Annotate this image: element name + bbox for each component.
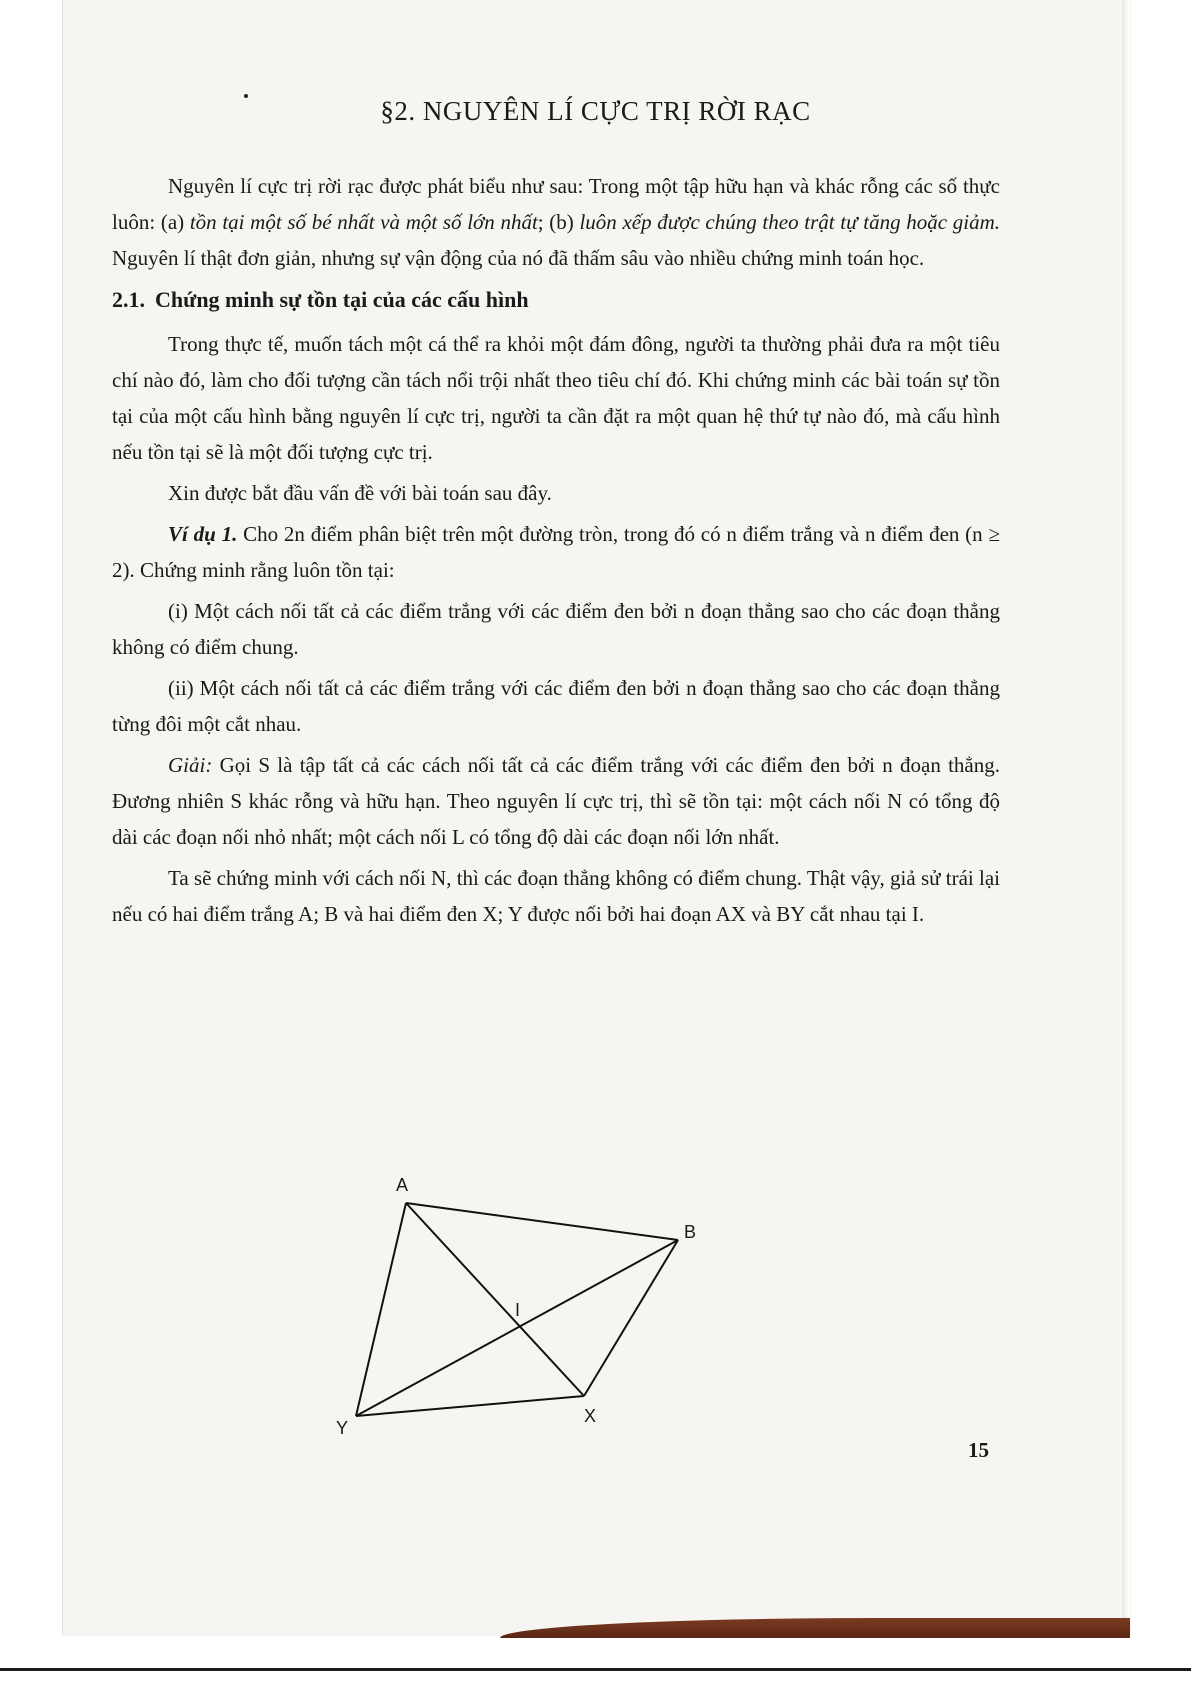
item-ii: (ii) Một cách nối tất cả các điểm trắng với các điểm đen bởi n đoạn thẳng sao cho các đoạn thẳng từng đôi một cắt nhau. [112,676,1000,736]
item-i: (i) Một cách nối tất cả các điểm trắng với các điểm đen bởi n đoạn thẳng sao cho các đoạn thẳng không có điểm chung. [112,599,1000,659]
paragraph-proof: Ta sẽ chứng minh với cách nối N, thì các đoạn thẳng không có điểm chung. Thật vậy, giả sử trái lại nếu có hai điểm trắng A; B và hai điểm đen X; Y được nối bởi hai đoạn AX và BY cắt nhau tại I. [112,866,1000,926]
label-b: B [684,1222,697,1242]
label-a: A [396,1175,409,1195]
solution-text: Gọi S là tập tất cả các cách nối tất cả các điểm trắng với các điểm đen bởi n đoạn thẳng. Đương nhiên S khác rỗng và hữu hạn. Theo nguyên lí cực trị, thì sẽ tồn tại: một cách nối N có tổng độ dài các đoạn nối nhỏ nhất; một cách nối L có tổng độ dài các đoạn nối lớn nhất. [112,753,1000,849]
segment-by [356,1240,678,1416]
paragraph-criteria: Trong thực tế, muốn tách một cá thể ra khỏi một đám đông, người ta thường phải đưa ra một tiêu chí nào đó, làm cho đối tượng cần tách nổi trội nhất theo tiêu chí đó. Khi chứng minh các bài toán sự tồn tại của một cấu hình bằng nguyên lí cực trị, người ta cần đặt ra một quan hệ thứ tự nào đó, mà cấu hình nếu tồn tại sẽ là một đối tượng cực trị. [112,332,1000,464]
example-text: Cho 2n điểm phân biệt trên một đường tròn, trong đó có n điểm trắng và n điểm đen (n ≥ 2). Chứng minh rằng luôn tồn tại: [112,522,1000,582]
label-i: I [515,1300,521,1320]
page-shadow [1122,0,1130,1636]
label-y: Y [336,1418,349,1436]
label-x: X [584,1406,597,1426]
subsection-number: 2.1. [112,287,145,312]
intro-text-2: ; (b) [537,210,580,234]
subsection-title: Chứng minh sự tồn tại của các cấu hình [155,287,529,312]
intro-text-1: Nguyên lí cực trị rời rạc được phát biểu như sau: Trong một tập hữu hạn và khác rỗng các số thực luôn: (a) [112,174,1000,234]
section-heading: §2. NGUYÊN LÍ CỰC TRỊ RỜI RẠC [380,96,811,126]
paragraph-intro-problem: Xin được bắt đầu vấn đề với bài toán sau đây. [168,481,552,505]
page-number: 15 [968,1438,989,1462]
intro-italic-1: tồn tại một số bé nhất và một số lớn nhất [189,210,538,234]
page-body [112,168,1000,937]
solution-label: Giải: [168,753,213,777]
example-label: Ví dụ 1. [168,522,238,546]
segment-ab [406,1203,678,1240]
intro-paragraph [112,168,1000,276]
quadrilateral-figure [320,1166,740,1436]
segment-xy [356,1396,584,1416]
intro-italic-2: luôn xếp được chúng theo trật tự tăng hoặc giảm. [579,210,1000,234]
subsection-heading [112,282,1000,318]
segment-ax [406,1203,584,1396]
segment-bx [584,1240,678,1396]
scan-bottom-line [0,1668,1191,1671]
segment-ya [356,1203,406,1416]
example-paragraph [112,516,1000,588]
solution-paragraph [112,747,1000,855]
intro-text-3: Nguyên lí thật đơn giản, nhưng sự vận động của nó đã thấm sâu vào nhiều chứng minh toán học. [112,246,925,270]
figure-svg [320,1166,740,1436]
